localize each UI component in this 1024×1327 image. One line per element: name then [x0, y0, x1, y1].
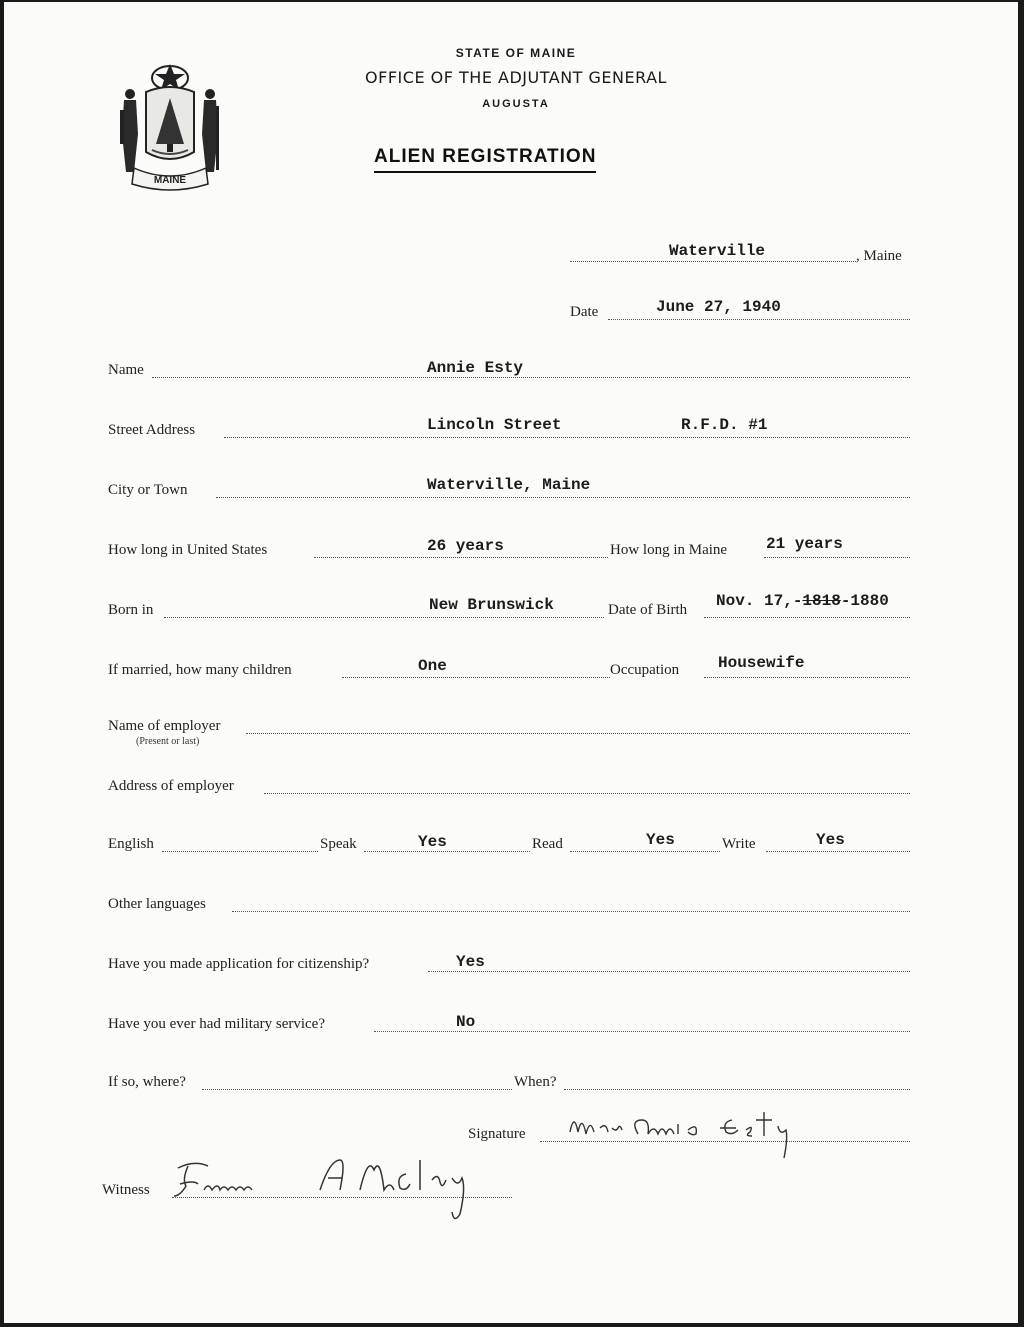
children-value: One — [418, 657, 447, 675]
speak-label: Speak — [320, 836, 357, 852]
street-value: Lincoln Street — [427, 416, 562, 434]
place-suffix: , Maine — [856, 248, 902, 264]
name-value: Annie Esty — [427, 359, 524, 377]
read-value: Yes — [646, 831, 675, 849]
when-label: When? — [514, 1074, 557, 1090]
english-label: English — [108, 836, 154, 852]
military-label: Have you ever had military service? — [108, 1016, 325, 1032]
where-label: If so, where? — [108, 1074, 186, 1090]
signature-label: Signature — [468, 1126, 526, 1142]
street-rfd-value: R.F.D. #1 — [681, 416, 768, 434]
employer-label: Name of employer — [108, 718, 221, 734]
maine-duration-label: How long in Maine — [610, 542, 728, 558]
witness-label: Witness — [102, 1182, 150, 1198]
us-duration-label: How long in United States — [108, 542, 268, 558]
date-label: Date — [570, 304, 599, 320]
military-value: No — [456, 1013, 476, 1031]
signature-image — [560, 1102, 860, 1166]
citizenship-label: Have you made application for citizenship? — [108, 956, 370, 972]
form-title: ALIEN REGISTRATION — [374, 146, 596, 173]
dob-value — [716, 592, 889, 610]
date-value: June 27, 1940 — [656, 298, 781, 316]
maine-duration-value: 21 years — [766, 535, 843, 553]
us-duration-value: 26 years — [427, 537, 504, 555]
dob-label: Date of Birth — [608, 602, 688, 618]
employer-address-label: Address of employer — [108, 778, 234, 794]
street-label: Street Address — [108, 422, 196, 438]
office-heading: OFFICE OF THE ADJUTANT GENERAL — [365, 68, 667, 87]
speak-value: Yes — [418, 833, 447, 851]
employer-sublabel: (Present or last) — [136, 736, 200, 747]
write-value: Yes — [816, 831, 845, 849]
occupation-value: Housewife — [718, 654, 805, 672]
witness-signature-image — [170, 1150, 530, 1240]
dob-prefix: Nov. 17,- — [716, 592, 803, 610]
maine-seal-icon — [116, 62, 224, 192]
seal-text: MAINE — [153, 175, 187, 186]
city-value: Waterville, Maine — [427, 476, 591, 494]
city-heading: AUGUSTA — [482, 98, 550, 110]
citizenship-value: Yes — [456, 953, 485, 971]
children-label: If married, how many children — [108, 662, 292, 678]
born-in-value: New Brunswick — [429, 596, 554, 614]
write-label: Write — [722, 836, 756, 852]
name-label: Name — [108, 362, 144, 378]
occupation-label: Occupation — [610, 662, 680, 678]
read-label: Read — [532, 836, 563, 852]
dob-corrected-year: -1880 — [840, 592, 889, 610]
born-in-label: Born in — [108, 602, 154, 618]
state-heading: STATE OF MAINE — [455, 46, 577, 60]
place-value: Waterville — [669, 242, 766, 260]
other-languages-label: Other languages — [108, 896, 206, 912]
city-label: City or Town — [108, 482, 188, 498]
registration-form — [4, 2, 1018, 1323]
dob-struck-year: 1818 — [802, 592, 841, 610]
